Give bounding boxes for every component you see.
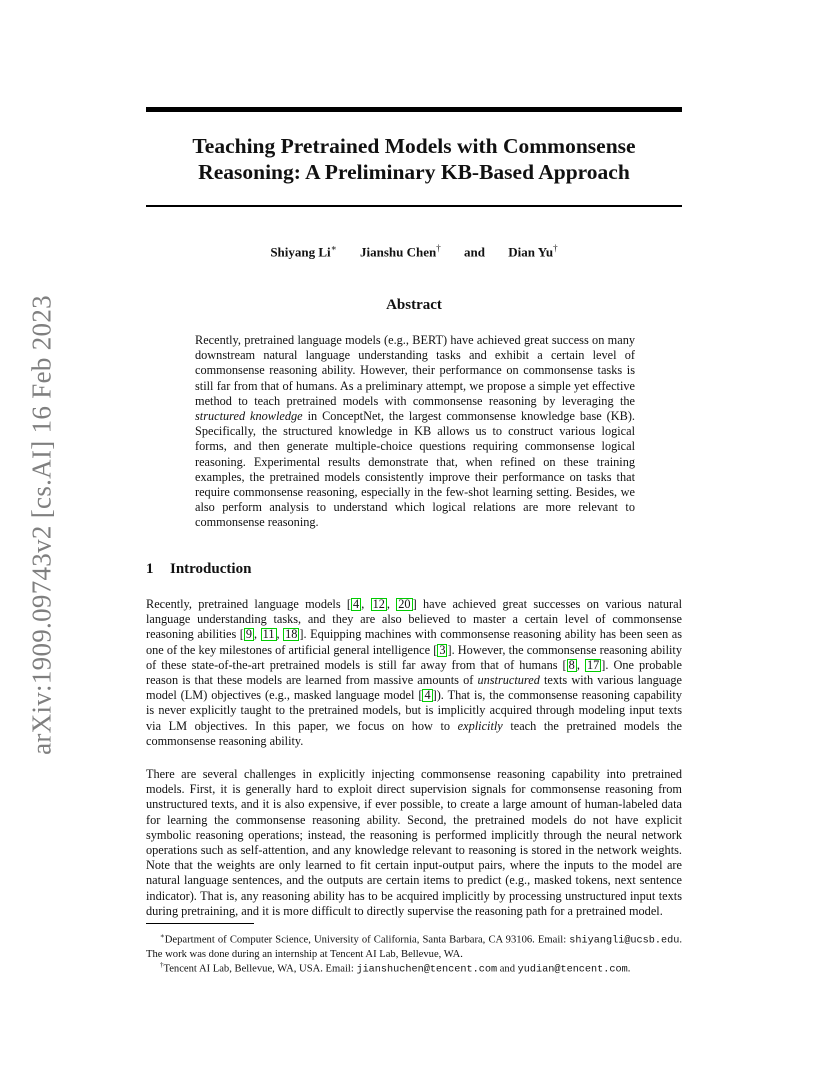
author-name: Jianshu Chen [360, 244, 437, 260]
citation-link[interactable]: 17 [586, 657, 600, 672]
email-link[interactable]: yudian@tencent.com [517, 964, 628, 976]
abstract-heading: Abstract [386, 297, 442, 313]
citation-link[interactable]: 4 [424, 688, 431, 703]
section-heading [146, 561, 251, 578]
author-name: Dian Yu [508, 244, 554, 260]
author-name: Shiyang Li [270, 244, 331, 260]
intro-paragraph-2: There are several challenges in explicitly injecting commonsense reasoning capability into pretrained models. First, it is generally hard to exploit direct supervision signals for commonsense reasoning from unstructured texts, and it is also expensive, if ever possible, to create a large amount of human-labeled data for learning the commonsense reasoning ability. Second, the pretrained models do not have explicit symbolic reasoning operations; instead, the reasoning is performed implicitly through the neural network operations such as self-attention, and any knowledge relevant to reasoning is stored in the network weights. Note that the weights are only learned to fit certain input-output pairs, where the inputs to the model are natural language sentences, and the outputs are certain items to predict (e.g., masked tokens, next sentence indicator). That is, any reasoning ability has to be acquired implicitly by processing unstructured input texts during pretraining, and it is more difficult to directly supervise the reasoning path for a pretrained model. [146, 767, 682, 918]
footnote-1: ∗Department of Computer Science, University of California, Santa Barbara, CA 93106. Email: shiyangli@ucsb.edu. The work was done during an internship at Tencent AI Lab, Bellevue, WA. [146, 932, 682, 960]
title-bottom-rule [146, 205, 682, 207]
citation-link[interactable]: 3 [439, 642, 446, 657]
title-top-rule [146, 107, 682, 112]
abstract-text: Recently, pretrained language models (e.g., BERT) have achieved great success on many downstream natural language understanding tasks and exhibit a certain level of commonsense reasoning ability. However, their performance on commonsense tasks is still far from that of humans. As a preliminary attempt, we propose a simple yet effective method to teach pretrained models with commonsense reasoning by leveraging the structured knowledge in ConceptNet, the largest commonsense knowledge base (KB). Specifically, the structured knowledge in KB allows us to construct various logical forms, and then generate multiple-choice questions requiring commonsense logical reasoning. Experimental results demonstrate that, when refined on these training examples, the pretrained models consistently improve their performance on tasks that require commonsense reasoning, especially in the few-shot learning setting. Besides, we also perform analysis to understand which logical relations are more relevant to commonsense reasoning. [195, 333, 635, 530]
intro-paragraph-1: Recently, pretrained language models [ 4 , 12 , 20 ] have achieved great successes on various natural language understanding tasks, and they are also believed to master a certain level of commonsense reasoning abilities [ 9 , 11 , 18 ]. Equipping machines with commonsense reasoning ability has been seen as one of the key milestones of artificial general intelligence [ 3 ]. However, the commonsense reasoning ability of these state-of-the-art pretrained models is still far away from that of humans [ 8 , 17 ]. One probable reason is that these models are learned from massive amounts of unstructured texts with various language model (LM) objectives (e.g., masked language model [ 4 ]). That is, the commonsense reasoning capability is never explicitly taught to the pretrained models, but is implicitly acquired through modeling input texts via LM objectives. In this paper, we focus on how to explicitly teach the pretrained models the commonsense reasoning ability. [146, 597, 683, 748]
section-title: Introduction [170, 561, 252, 577]
paper-title [146, 133, 682, 185]
citation-link[interactable]: 8 [568, 657, 575, 672]
author-list [146, 243, 682, 260]
author-mark: ∗ [330, 243, 337, 253]
email-link[interactable]: jianshuchen@tencent.com [356, 964, 498, 976]
citation-link[interactable]: 12 [372, 597, 385, 611]
citation-link[interactable]: 9 [245, 627, 253, 642]
title-line-1: Teaching Pretrained Models with Commonsense [192, 134, 636, 158]
title-line-2: Reasoning: A Preliminary KB-Based Approach [198, 160, 630, 184]
citation-link[interactable]: 20 [398, 597, 411, 611]
citation-link[interactable]: 18 [285, 627, 298, 642]
footnote-rule [146, 923, 254, 924]
section-number: 1 [146, 561, 154, 577]
abstract-emphasis: structured knowledge [195, 409, 303, 424]
author-conjunction: and [464, 244, 485, 260]
author-mark: † [436, 243, 441, 253]
citation-link[interactable]: 4 [353, 597, 360, 611]
footnote-2: †Tencent AI Lab, Bellevue, WA, USA. Email: jianshuchen@tencent.com and yudian@tencent.com. [160, 961, 631, 976]
author-mark: † [553, 243, 558, 253]
email-link[interactable]: shiyangli@ucsb.edu [569, 935, 680, 947]
arxiv-identifier: arXiv:1909.09743v2 [cs.AI] 16 Feb 2023 [26, 295, 57, 755]
citation-link[interactable]: 11 [262, 627, 275, 642]
